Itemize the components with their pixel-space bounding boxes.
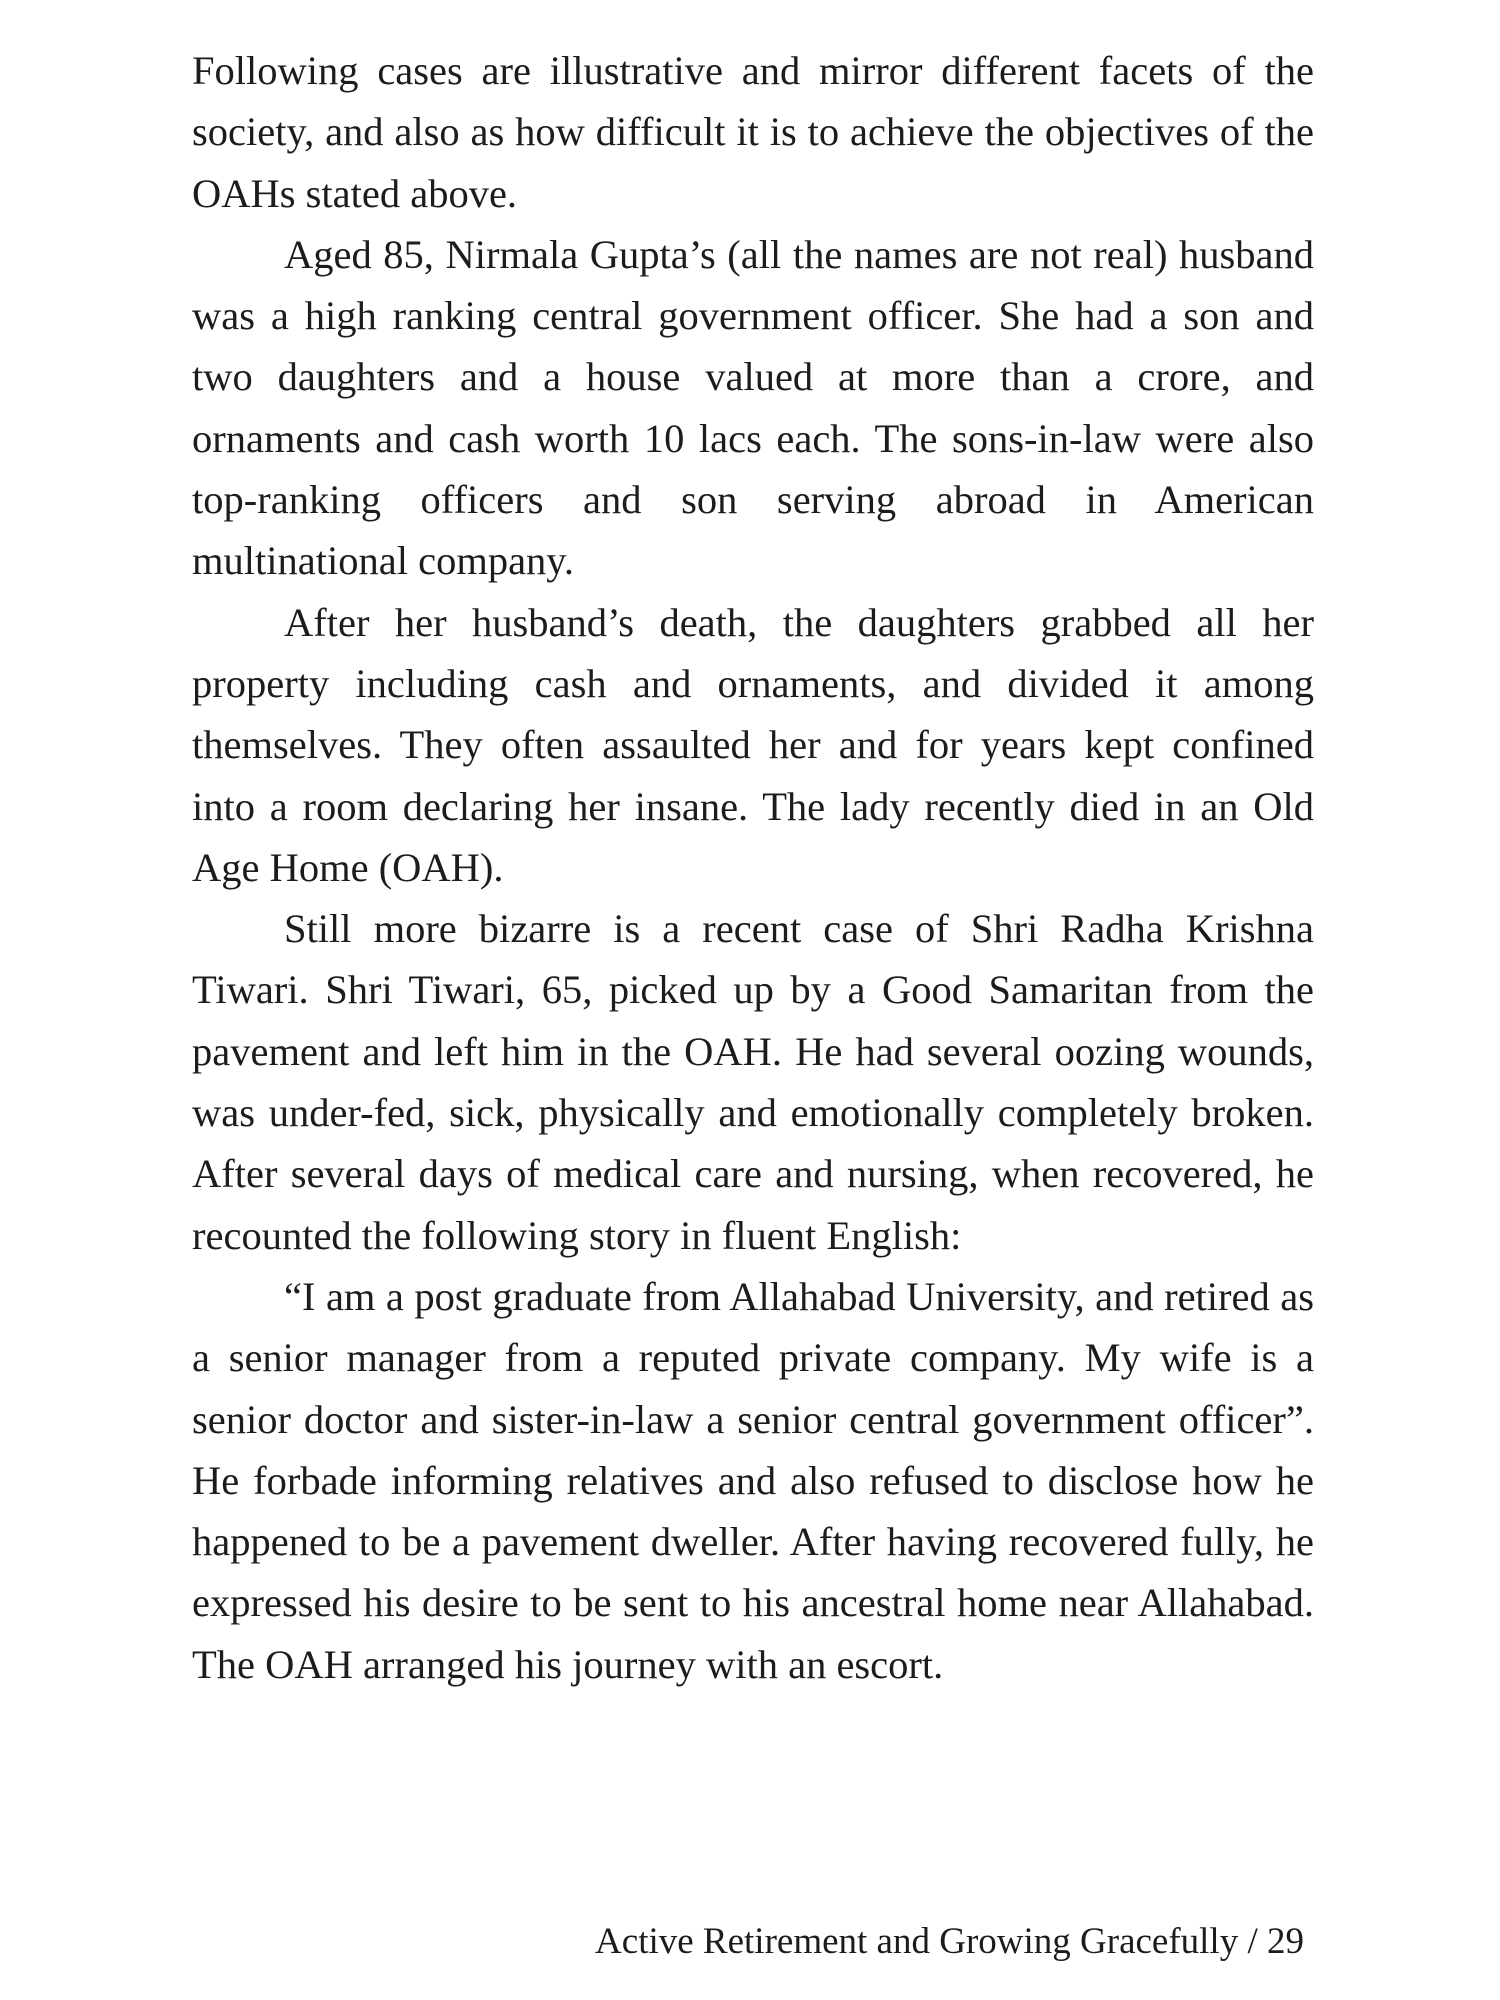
page-footer: Active Retirement and Growing Gracefully / 29 <box>595 1921 1304 1962</box>
paragraph-daughters: After her husband’s death, the daughters grabbed all her property including cash and ornaments, and divided it among themselves. They often assaulted her and for years kept confined into a room declaring her insane. The lady recently died in an Old Age Home (OAH). <box>192 599 1314 890</box>
page-body <box>192 40 1314 1695</box>
paragraph-quote: “I am a post graduate from Allahabad University, and retired as a senior manager from a reputed private company. My wife is a senior doctor and sister-in-law a senior central government officer”. He forbade informing relatives and also refused to disclose how he happened to be a pavement dweller. After having recovered fully, he expressed his desire to be sent to his ancestral home near Allahabad. The OAH arranged his journey with an escort. <box>192 1273 1314 1687</box>
paragraph-nirmala-gupta: Aged 85, Nirmala Gupta’s (all the names are not real) husband was a high ranking central government officer. She had a son and two daughters and a house valued at more than a crore, and ornaments and cash worth 10 lacs each. The sons-in-law were also top-ranking officers and son serving abroad in American multinational company. <box>192 231 1314 584</box>
paragraph-intro: Following cases are illustrative and mirror different facets of the society, and also as how difficult it is to achieve the objectives of the OAHs stated above. <box>192 48 1314 216</box>
paragraph-radha-krishna-tiwari: Still more bizarre is a recent case of Shri Radha Krishna Tiwari. Shri Tiwari, 65, picked up by a Good Samaritan from the pavement and left him in the OAH. He had several oozing wounds, was under-fed, sick, physically and emotionally completely broken. After several days of medical care and nursing, when recovered, he recounted the following story in fluent English: <box>192 906 1314 1258</box>
